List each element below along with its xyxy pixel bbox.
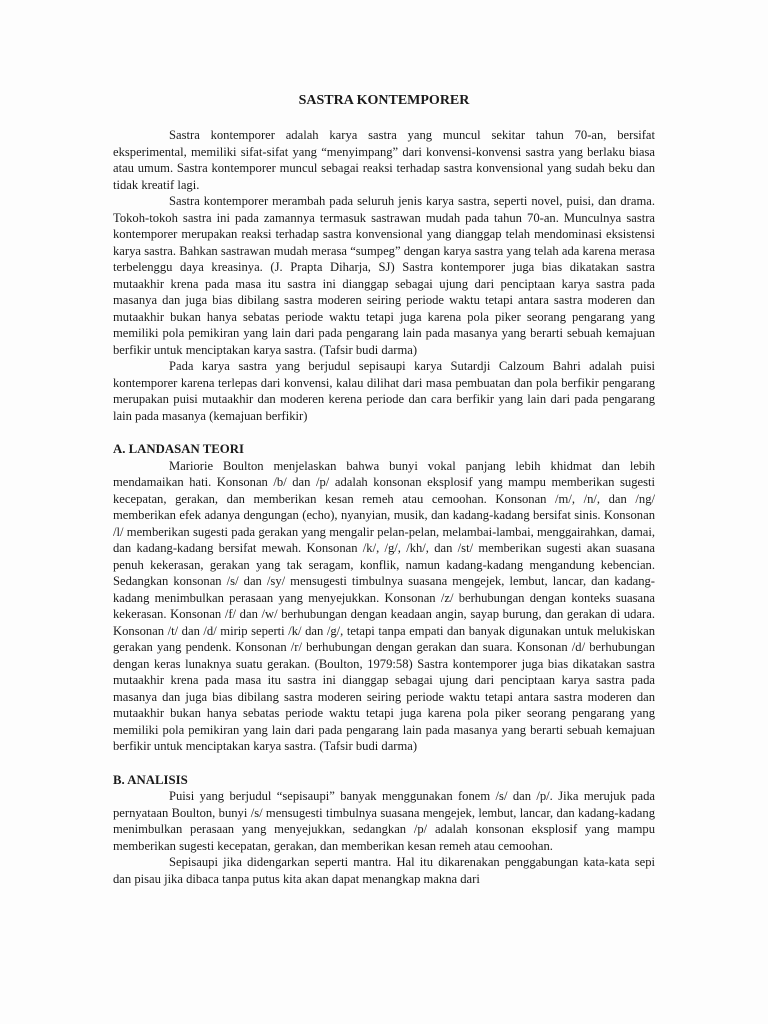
intro-paragraph: Sastra kontemporer adalah karya sastra yang muncul sekitar tahun 70-an, bersifat eksperimental, memiliki sifat-sifat yang “menyimpang” dari konvensi-konvensi sastra yang berlaku biasa atau umum. Sastra kontemporer muncul sebagai reaksi terhadap sastra konvensional yang sudah beku dan tidak kreatif lagi.: [113, 128, 655, 192]
document-title: SASTRA KONTEMPORER: [298, 93, 470, 108]
section-heading-analisis: B. ANALISIS: [113, 772, 188, 787]
analisis-paragraph: Sepisaupi jika didengarkan seperti mantra. Hal itu dikarenakan penggabungan kata-kata sepi dan pisau jika dibaca tanpa putus kita akan dapat menangkap makna dari: [113, 855, 655, 886]
analisis-paragraph: Puisi yang berjudul “sepisaupi” banyak menggunakan fonem /s/ dan /p/. Jika merujuk pada pernyataan Boulton, bunyi /s/ mensugesti timbulnya suasana mengejek, lembut, lancar, dan kadang-kadang menimbulkan perasaan yang menyejukkan, sedangkan /p/ adalah konsonan eksplosif yang mampu memberikan sugesti kecepatan, gerakan, dan memberikan kesan remeh atau cemoohan.: [113, 789, 655, 853]
intro-paragraph: Sastra kontemporer merambah pada seluruh jenis karya sastra, seperti novel, puisi, dan drama. Tokoh-tokoh sastra ini pada zamannya termasuk sastrawan mudah pada tahun 70-an. Munculnya sastra kontemporer merupakan reaksi terhadap sastra konvensional yang dianggap telah mendominasi eksistensi karya sastra. Bahkan sastrawan mudah merasa “sumpeg” dengan karya sastra yang telah ada karena merasa terbelenggu daya kreasinya. (J. Prapta Diharja, SJ) Sastra kontemporer juga bias dikatakan sastra mutaakhir krena pada masa itu sastra ini dianggap sebagai ujung dari penciptaan karya sastra pada masanya dan juga bias dibilang sastra moderen seiring periode waktu tetapi antara sastra moderen dan mutaakhir bukan hanya sebatas periode waktu tetapi juga karena pola piker seorang pengarang yang memiliki pola pemikiran yang lain dari pada pengarang lain pada masanya yang berarti sebuah kemajuan berfikir untuk menciptakan karya sastra. (Tafsir budi darma): [113, 194, 655, 357]
landasan-teori-paragraph: Mariorie Boulton menjelaskan bahwa bunyi vokal panjang lebih khidmat dan lebih mendamaikan hati. Konsonan /b/ dan /p/ adalah konsonan eksplosif yang mampu memberikan sugesti kecepatan, gerakan, dan memberikan kesan remeh atau cemoohan. Konsonan /m/, /n/, dan /ng/ memberikan efek adanya dengungan (echo), nyanyian, musik, dan kadang-kadang bersifat sinis. Konsonan /l/ memberikan sugesti pada gerakan yang mengalir pelan-pelan, melambai-lambai, menggairahkan, damai, dan kadang-kadang bersifat mewah. Konsonan /k/, /g/, /kh/, dan /st/ memberikan sugesti akan suasana penuh kekerasan, gerakan yang tak seragam, konflik, namun kadang-kadang mengandung kebencian. Sedangkan konsonan /s/ dan /sy/ mensugesti timbulnya suasana mengejek, lembut, lancar, dan kadang-kadang menimbulkan perasaan yang menyejukkan. Konsonan /z/ berhubungan dengan konteks suasana kekerasan. Konsonan /f/ dan /w/ berhubungan dengan keadaan angin, sayap burung, dan gerakan di udara. Konsonan /t/ dan /d/ mirip seperti /k/ dan /g/, tetapi tanpa empati dan banyak digunakan untuk melukiskan gerakan yang pendenk. Konsonan /r/ berhubungan dengan gerakan dan suara. Konsonan /d/ berhubungan dengan keras lunaknya suatu gerakan. (Boulton, 1979:58) Sastra kontemporer juga bias dikatakan sastra mutaakhir krena pada masa itu sastra ini dianggap sebagai ujung dari penciptaan karya sastra pada masanya dan juga bias dibilang sastra moderen seiring periode waktu tetapi antara sastra moderen dan mutaakhir bukan hanya sebatas periode waktu tetapi juga karena pola piker seorang pengarang yang memiliki pola pemikiran yang lain dari pada pengarang lain pada masanya yang berarti sebuah kemajuan berfikir untuk menciptakan karya sastra. (Tafsir budi darma): [113, 458, 655, 753]
document-body: [113, 92, 655, 887]
section-heading-landasan-teori: A. LANDASAN TEORI: [113, 442, 244, 456]
intro-paragraph: Pada karya sastra yang berjudul sepisaupi karya Sutardji Calzoum Bahri adalah puisi kontemporer karena terlepas dari konvensi, kalau dilihat dari masa pembuatan dan pola berfikir pengarang merupakan puisi mutaakhir dan moderen kerena periode dan cara berfikir yang lain dari pada pengarang lain pada masanya (kemajuan berfikir): [113, 359, 655, 423]
